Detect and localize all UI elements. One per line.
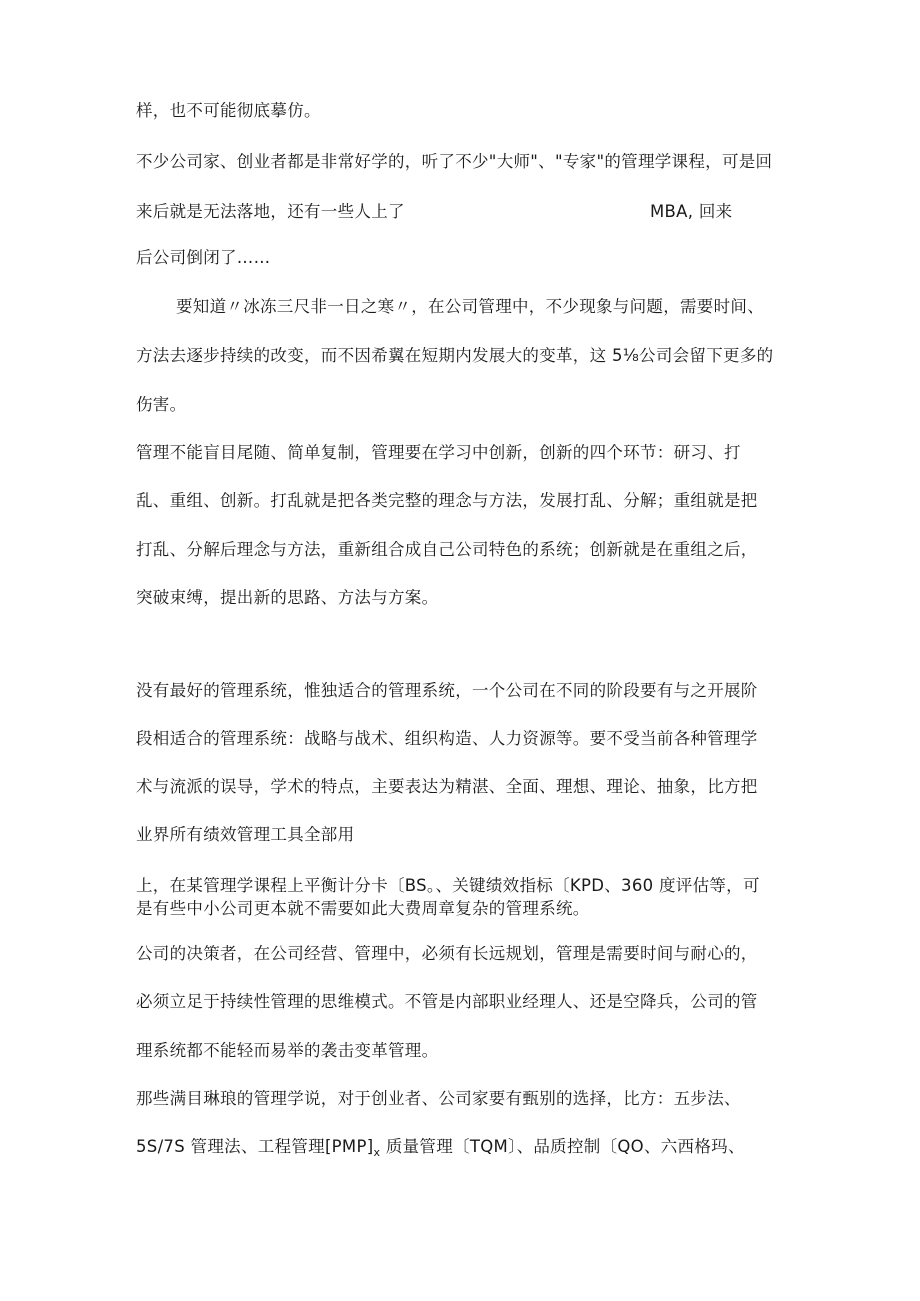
text-line: 方法去逐步持续的改变，而不因希翼在短期内发展大的变革，这 5⅛公司会留下更多的: [136, 346, 774, 365]
text-line: 样，也不可能彻底摹仿。: [136, 101, 321, 120]
text-line: [136, 1137, 745, 1163]
text-line: 突破束缚，提出新的思路、方法与方案。: [136, 588, 439, 607]
text-line: 业界所有绩效管理工具全部用: [136, 825, 355, 844]
text-line: 必须立足于持续性管理的思维模式。不管是内部职业经理人、还是空降兵，公司的管: [136, 992, 758, 1011]
text-line: [136, 202, 733, 222]
text-line: 伤害。: [136, 395, 187, 414]
text-line: 后公司倒闭了……: [136, 248, 271, 267]
text-segment: 来后就是无法落地，还有一些人上了: [136, 202, 405, 221]
text-segment-tail: MBA, 回来: [650, 202, 733, 221]
text-segment: 质量管理〔TQM〕、品质控制〔QO、六西格玛、: [380, 1137, 745, 1156]
text-line: 那些满目琳琅的管理学说，对于创业者、公司家要有甄别的选择，比方：五步法、: [136, 1089, 741, 1108]
text-line: 段相适合的管理系统：战略与战术、组织构造、人力资源等。要不受当前各种管理学: [136, 729, 758, 748]
text-line: 上，在某管理学课程上平衡计分卡〔BS。、关键绩效指标〔KPD、360 度评估等，可: [136, 876, 760, 895]
text-line: 不少公司家、创业者都是非常好学的，听了不少"大师"、"专家"的管理学课程，可是回: [136, 152, 773, 171]
text-line: 是有些中小公司更本就不需要如此大费周章复杂的管理系统。: [136, 899, 590, 918]
text-line: 术与流派的误导，学术的特点，主要表达为精湛、全面、理想、理论、抽象，比方把: [136, 777, 758, 796]
text-line: 乱、重组、创新。打乱就是把各类完整的理念与方法，发展打乱、分解；重组就是把: [136, 491, 758, 510]
text-line: 理系统都不能轻而易举的袭击变革管理。: [136, 1041, 439, 1060]
text-line: 要知道〃冰冻三尺非一日之寒〃，在公司管理中，不少现象与问题，需要时间、: [176, 297, 764, 316]
text-line: 管理不能盲目尾随、简单复制，管理要在学习中创新，创新的四个环节：研习、打: [136, 443, 741, 462]
subscript: x: [373, 1146, 381, 1159]
text-line: 打乱、分解后理念与方法，重新组合成自己公司特色的系统；创新就是在重组之后，: [136, 540, 758, 559]
text-line: 没有最好的管理系统，惟独适合的管理系统，一个公司在不同的阶段要有与之开展阶: [136, 681, 758, 700]
text-segment: 5S/7S 管理法、工程管理[PMP]: [136, 1137, 374, 1156]
text-line: 公司的决策者，在公司经营、管理中，必须有长远规划，管理是需要时间与耐心的，: [136, 944, 758, 963]
